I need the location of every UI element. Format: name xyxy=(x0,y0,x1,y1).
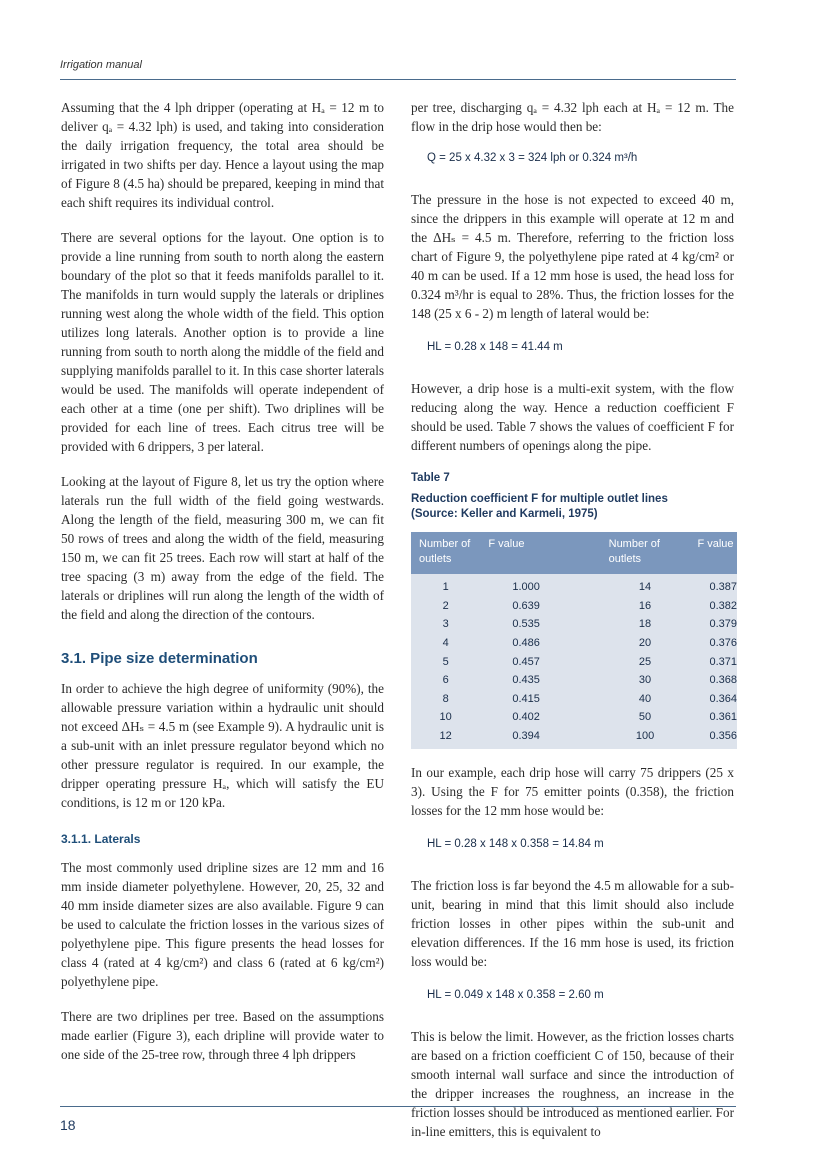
table-cell: 5 xyxy=(442,655,449,668)
formula: HL = 0.28 x 148 x 0.358 = 14.84 m xyxy=(427,838,604,851)
table-caption-line: Reduction coefficient F for multiple outlet lines xyxy=(411,493,668,505)
table-caption-line: (Source: Keller and Karmeli, 1975) xyxy=(411,508,598,520)
paragraph: In order to achieve the high degree of uniformity (90%), the allowable pressure variation within a hydraulic unit should not exceed ΔHₛ = 4.5 m (see Example 9). A hydraulic unit is a sub-unit with an inlet pressure regulator beyond which no other pressure regulator is required. In our example, the dripper operating pressure Hₐ, which will satisfy the EU conditions, is 12 m or 120 kPa. xyxy=(61,681,384,810)
table-cell: 6 xyxy=(442,674,449,687)
table-cell: 0.402 xyxy=(512,711,540,724)
left-column xyxy=(61,98,384,1080)
section-heading: 3.1. Pipe size determination xyxy=(61,650,258,667)
table-cell: 0.364 xyxy=(709,692,737,705)
table-cell: 16 xyxy=(638,599,652,612)
table-cell: 0.387 xyxy=(709,581,737,594)
table-cell: 0.486 xyxy=(512,637,540,650)
paragraph: The most commonly used dripline sizes are 12 mm and 16 mm inside diameter polyethylene. However, 20, 25, 32 and 40 mm inside diameter sizes are also available. Figure 9 can be used to calculate the friction losses in the various sizes of polyethylene pipe. This figure presents the head losses for class 4 (rated at 4 kg/cm²) and class 6 (rated at 6 kg/cm²) polyethylene pipe. xyxy=(61,860,384,989)
table-cell: 30 xyxy=(638,674,652,687)
table-cell: 0.361 xyxy=(709,711,737,724)
table-row xyxy=(411,708,737,727)
table-cell: 12 xyxy=(439,730,452,743)
paragraph: Looking at the layout of Figure 8, let us try the option where laterals run the full width of the field going westwards. Along the length of the field, measuring 300 m, we can fit 50 rows of trees and along the width of the field, measuring 150 m, we can fit 25 trees. Each row will start at half of the tree spacing (3 m) away from the edge of the field. The laterals or driplines will run along the length of the width of the field and along the direction of the contours. xyxy=(61,474,384,622)
reduction-coefficient-table xyxy=(411,532,737,749)
page-number: 18 xyxy=(60,1117,76,1133)
table-cell: 0.382 xyxy=(709,599,737,612)
table-cell: 0.535 xyxy=(512,618,540,631)
paragraph: In our example, each drip hose will carry 75 drippers (25 x 3). Using the F for 75 emitter points (0.358), the friction losses for the 12 mm hose would be: xyxy=(411,765,734,819)
table-row xyxy=(411,671,737,690)
table-cell: 18 xyxy=(638,618,652,631)
table-row xyxy=(411,634,737,653)
table-cell: 50 xyxy=(638,711,652,724)
paragraph: The pressure in the hose is not expected to exceed 40 m, since the drippers in this example will operate at 12 m and the ΔHₛ = 4.5 m. Therefore, referring to the friction loss chart of Figure 9, the polyethylene pipe rated at 4 kg/cm² or 40 m can be used. If a 12 mm hose is used, the head loss for 0.324 m³/hr is equal to 28%. Thus, the friction losses for the 148 (25 x 6 - 2) m length of lateral would be: xyxy=(411,192,734,321)
paragraph: The friction loss is far beyond the 4.5 m allowable for a sub-unit, bearing in mind that this limit should also include friction losses in other pipes within the sub-unit and elevation differences. If the 16 mm hose is used, its friction loss would be: xyxy=(411,878,734,970)
table-row xyxy=(411,574,737,597)
table-cell: 14 xyxy=(638,581,652,594)
table-cell: 0.379 xyxy=(709,618,737,631)
table-row xyxy=(411,690,737,709)
header-rule xyxy=(60,79,736,80)
table-cell: 0.457 xyxy=(512,655,540,668)
column-header: Number of outlets xyxy=(411,532,480,574)
column-header: F value xyxy=(689,532,737,574)
running-header: Irrigation manual xyxy=(60,59,142,71)
column-header: Number of outlets xyxy=(601,532,690,574)
table-cell: 0.371 xyxy=(709,655,737,668)
table-cell: 1.000 xyxy=(512,581,540,594)
paragraph: per tree, discharging qₐ = 4.32 lph each at Hₐ = 12 m. The flow in the drip hose would then be: xyxy=(411,100,734,134)
table-row xyxy=(411,597,737,616)
table-row xyxy=(411,652,737,671)
table-label: Table 7 xyxy=(411,472,450,484)
subsection-heading: 3.1.1. Laterals xyxy=(61,832,141,846)
table-cell: 8 xyxy=(442,692,449,705)
table-cell: 25 xyxy=(638,655,652,668)
table-body xyxy=(411,574,737,749)
table-cell: 10 xyxy=(439,711,452,724)
table-cell: 0.368 xyxy=(709,674,737,687)
table-cell: 3 xyxy=(442,618,449,631)
table-cell: 0.435 xyxy=(512,674,540,687)
right-column xyxy=(411,98,737,1157)
formula: Q = 25 x 4.32 x 3 = 324 lph or 0.324 m³/h xyxy=(427,152,638,164)
footer-rule xyxy=(60,1106,736,1107)
table-cell: 0.394 xyxy=(512,730,540,743)
paragraph: However, a drip hose is a multi-exit system, with the flow reducing along the way. Hence a reduction coefficient F should be used. Table 7 shows the values of coefficient F for different numbers of openings along the pipe. xyxy=(411,381,734,453)
table-cell: 4 xyxy=(442,637,449,650)
table-caption xyxy=(411,492,734,522)
column-header: F value xyxy=(480,532,600,574)
table-cell: 1 xyxy=(442,581,449,594)
table-cell: 0.376 xyxy=(709,637,737,650)
table-cell: 0.356 xyxy=(709,730,737,743)
formula: HL = 0.28 x 148 = 41.44 m xyxy=(427,341,563,353)
paragraph: There are two driplines per tree. Based on the assumptions made earlier (Figure 3), each dripline will provide water to one side of the 25-tree row, through three 4 lph drippers xyxy=(61,1009,384,1062)
table-row xyxy=(411,727,737,750)
table-cell: 40 xyxy=(638,692,652,705)
table-cell: 100 xyxy=(635,730,655,743)
paragraph: There are several options for the layout. One option is to provide a line running from south to north along the eastern boundary of the plot so that it feeds manifolds parallel to it. The manifolds in turn would supply the laterals or driplines running west along the whole width of the field. This option utilizes long laterals. Another option is to provide a line running from south to north along the middle of the field and supplying manifolds parallel to it. In this case shorter laterals would be used. The manifolds will operate independent of each other at a time (one per shift). Two driplines will be provided for each line of trees. Each citrus tree will be provided with 6 drippers, 3 per lateral. xyxy=(61,230,384,454)
table-cell: 0.639 xyxy=(512,599,540,612)
table-cell: 2 xyxy=(442,599,449,612)
table-cell: 0.415 xyxy=(512,692,540,705)
formula: HL = 0.049 x 148 x 0.358 = 2.60 m xyxy=(427,989,604,1002)
paragraph: This is below the limit. However, as the friction losses charts are based on a friction coefficient C of 150, because of their smooth internal wall surface and since the introduction of the dripper increases the roughness, an increase in the friction losses should be introduced as mentioned earlier. For in-line emitters, this is equivalent to xyxy=(411,1029,734,1140)
table-cell: 20 xyxy=(638,637,652,650)
paragraph: Assuming that the 4 lph dripper (operating at Hₐ = 12 m to deliver qₐ = 4.32 lph) is used, and taking into consideration the daily irrigation frequency, the total area should be irrigated in two shifts per day. Hence a layout using the map of Figure 8 (4.5 ha) should be prepared, keeping in mind that each shift requires its individual control. xyxy=(61,100,384,210)
table-row xyxy=(411,615,737,634)
